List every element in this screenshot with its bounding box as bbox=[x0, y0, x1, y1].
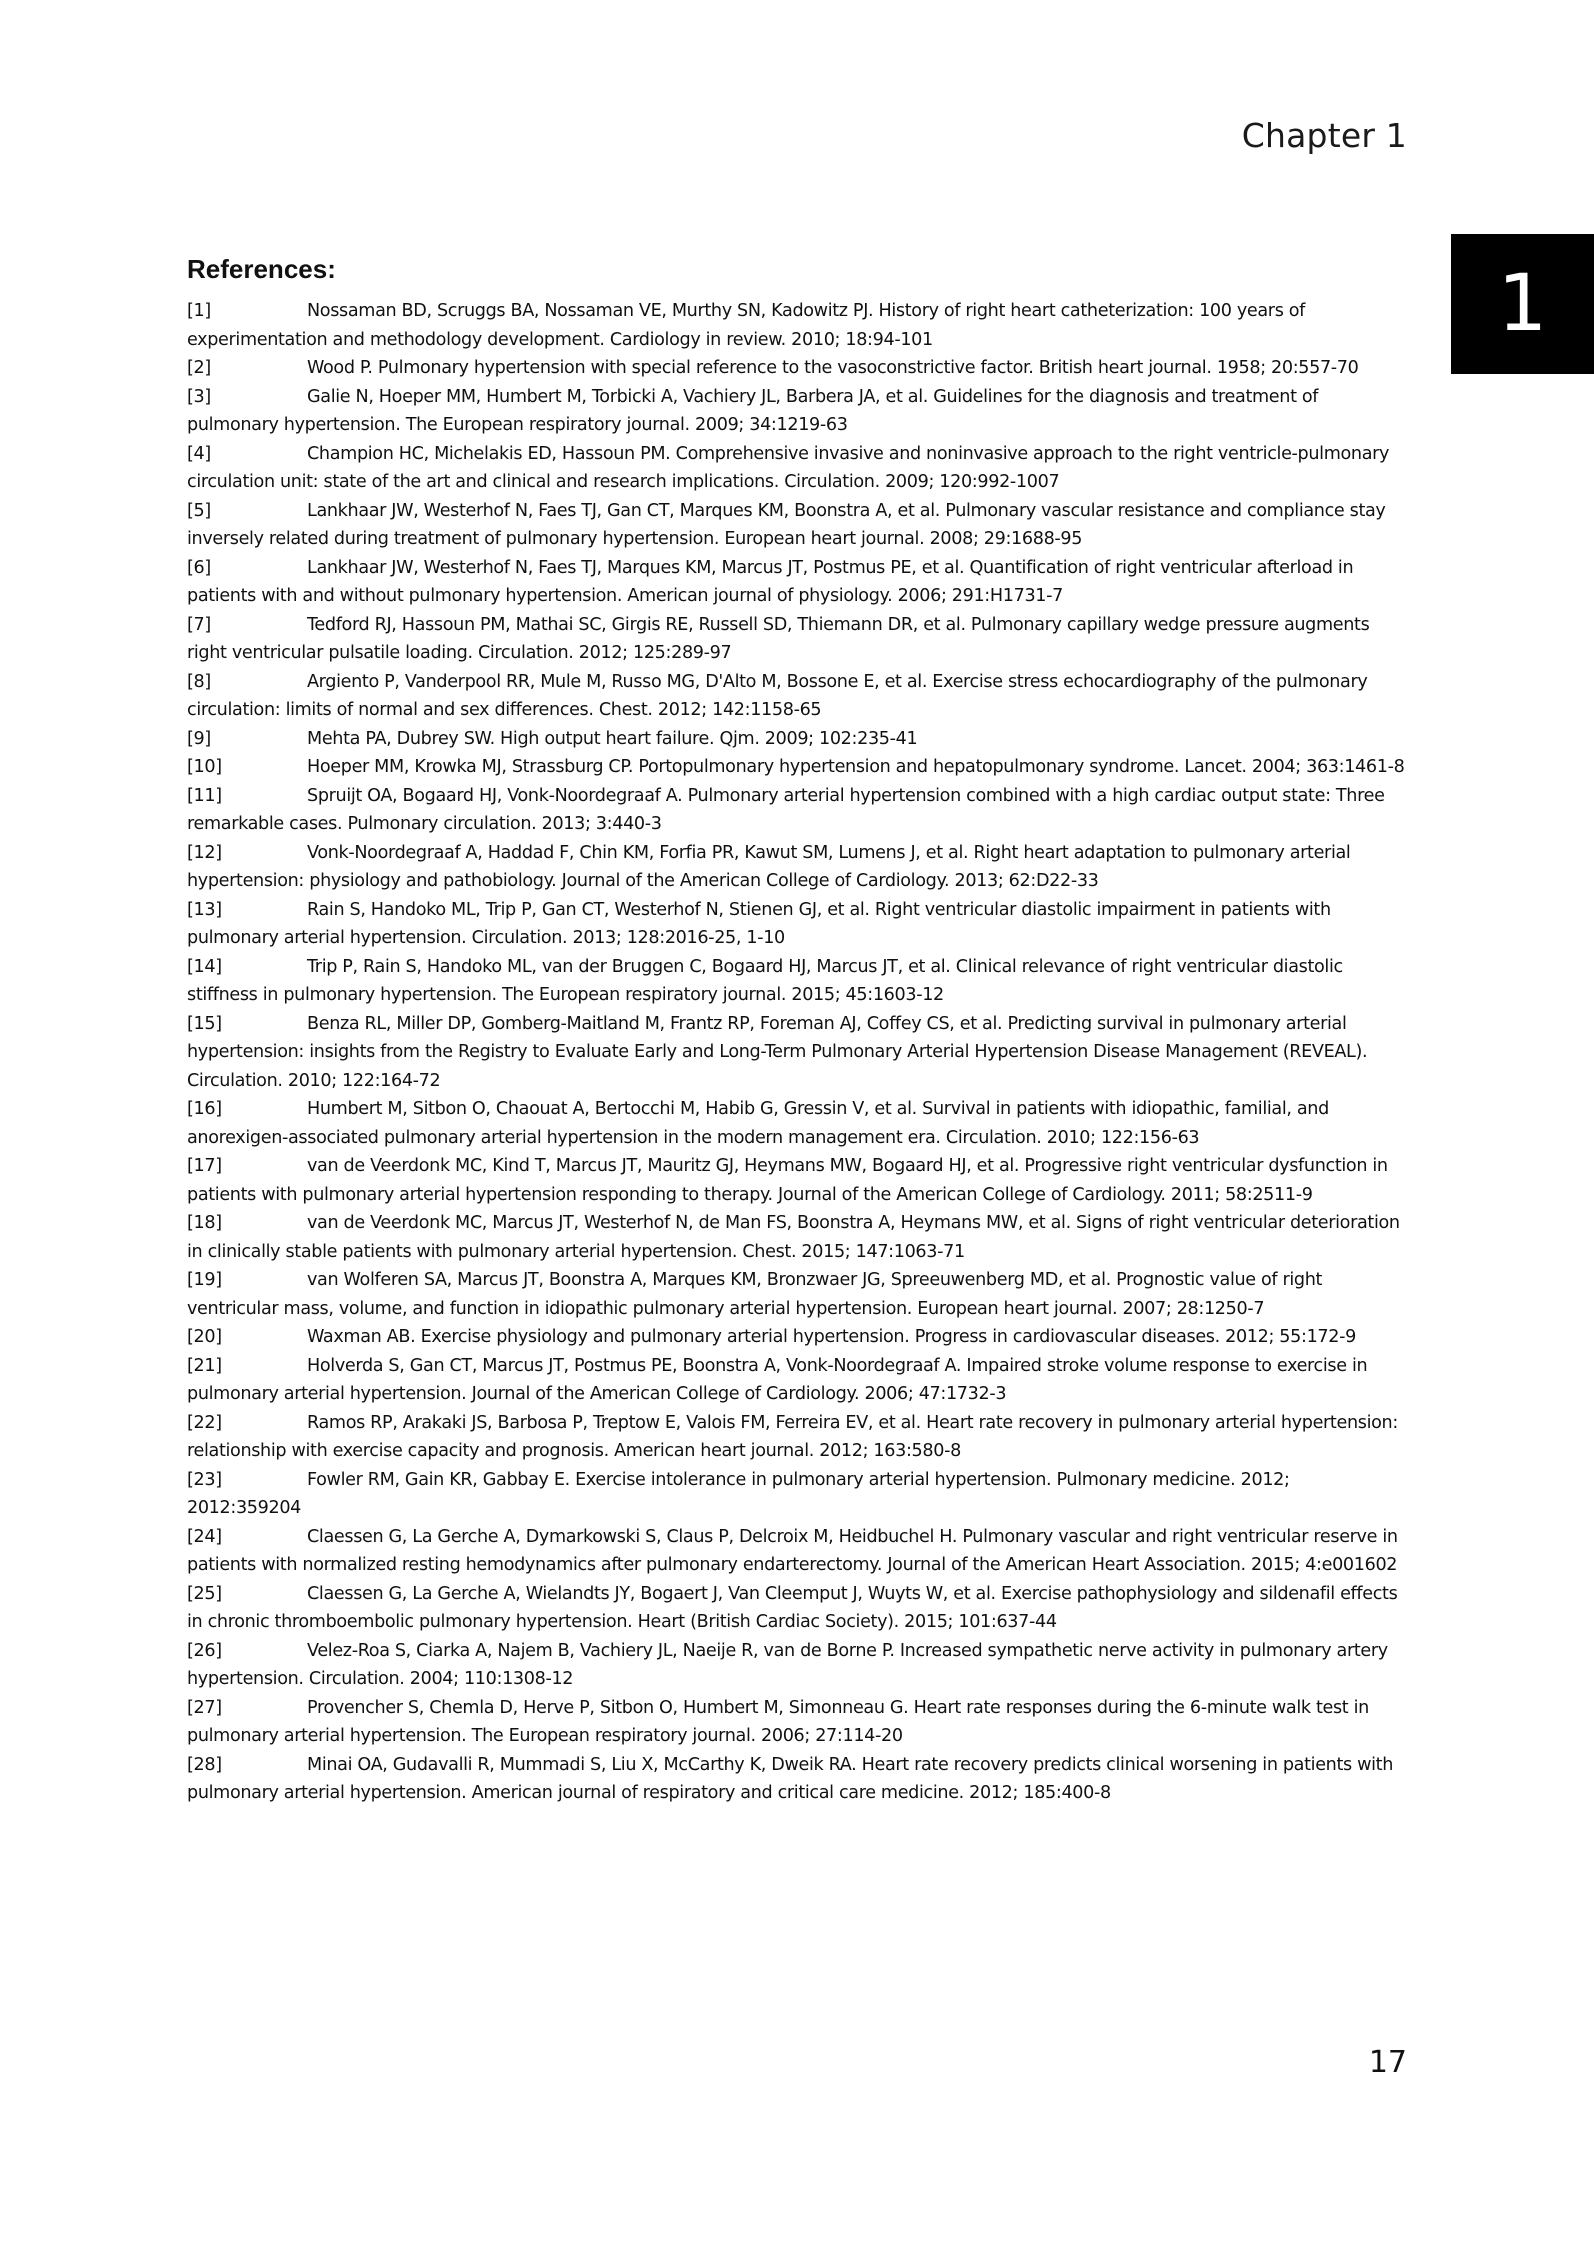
references-heading: References: bbox=[187, 254, 336, 284]
reference-item bbox=[187, 668, 1405, 725]
reference-number: [28] bbox=[187, 1754, 222, 1775]
reference-text: van de Veerdonk MC, Kind T, Marcus JT, Mauritz GJ, Heymans MW, Bogaard HJ, et al. Progressive right ventricular dysfunction in patients with pulmonary arterial hypertension responding to therapy. Journal of the American College of Cardiology. 2011; 58:2511-9 bbox=[187, 1156, 1388, 1205]
reference-number: [17] bbox=[187, 1156, 222, 1176]
reference-text: Lankhaar JW, Westerhof N, Faes TJ, Gan CT, Marques KM, Boonstra A, et al. Pulmonary vascular resistance and compliance stay inversely related during treatment of pulmonary hypertension. European heart journal. 2008; 29:1688-95 bbox=[187, 500, 1386, 549]
reference-number: [9] bbox=[187, 728, 211, 749]
reference-item bbox=[187, 1095, 1405, 1152]
reference-item bbox=[187, 1466, 1405, 1523]
reference-text: Minai OA, Gudavalli R, Mummadi S, Liu X, McCarthy K, Dweik RA. Heart rate recovery predicts clinical worsening in patients with pulmonary arterial hypertension. American journal of respiratory and critical care medicine. 2012; 185:400-8 bbox=[187, 1754, 1394, 1803]
reference-number: [4] bbox=[187, 443, 211, 464]
reference-item bbox=[187, 497, 1405, 554]
reference-text: Humbert M, Sitbon O, Chaouat A, Bertocchi M, Habib G, Gressin V, et al. Survival in patients with idiopathic, familial, and anorexigen-associated pulmonary arterial hypertension in the modern management era. Circulation. 2010; 122:156-63 bbox=[187, 1099, 1329, 1148]
reference-item bbox=[187, 725, 1405, 754]
reference-text: Claessen G, La Gerche A, Wielandts JY, Bogaert J, Van Cleemput J, Wuyts W, et al. Exercise pathophysiology and sildenafil effects in chronic thromboembolic pulmonary hypertension. Heart (British Cardiac Society). 2015; 101:637-44 bbox=[187, 1583, 1398, 1632]
reference-text: van Wolferen SA, Marcus JT, Boonstra A, Marques KM, Bronzwaer JG, Spreeuwenberg MD, et al. Prognostic value of right ventricular mass, volume, and function in idiopathic pulmonary arterial hypertension. European heart journal. 2007; 28:1250-7 bbox=[187, 1270, 1323, 1319]
reference-number: [1] bbox=[187, 301, 211, 321]
reference-number: [12] bbox=[187, 842, 222, 863]
reference-number: [19] bbox=[187, 1270, 222, 1290]
reference-item bbox=[187, 1751, 1405, 1808]
reference-number: [7] bbox=[187, 614, 211, 635]
reference-text: Lankhaar JW, Westerhof N, Faes TJ, Marques KM, Marcus JT, Postmus PE, et al. Quantification of right ventricular afterload in patients with and without pulmonary hypertension. American journal of physiology. 2006; 291:H1731-7 bbox=[187, 557, 1354, 606]
reference-number: [15] bbox=[187, 1013, 222, 1034]
references-section bbox=[187, 254, 1405, 1808]
reference-item bbox=[187, 297, 1405, 354]
reference-text: van de Veerdonk MC, Marcus JT, Westerhof N, de Man FS, Boonstra A, Heymans MW, et al. Signs of right ventricular deterioration in clinically stable patients with pulmonary arterial hypertension. Chest. 2015; 147:1063-71 bbox=[187, 1213, 1400, 1262]
reference-item bbox=[187, 1580, 1405, 1637]
reference-item bbox=[187, 1694, 1405, 1751]
reference-number: [26] bbox=[187, 1640, 222, 1661]
reference-item bbox=[187, 1409, 1405, 1466]
reference-text: Trip P, Rain S, Handoko ML, van der Bruggen C, Bogaard HJ, Marcus JT, et al. Clinical relevance of right ventricular diastolic stiffness in pulmonary hypertension. The European respiratory journal. 2015; 45:1603-12 bbox=[187, 956, 1343, 1005]
reference-text: Provencher S, Chemla D, Herve P, Sitbon O, Humbert M, Simonneau G. Heart rate responses during the 6-minute walk test in pulmonary arterial hypertension. The European respiratory journal. 2006; 27:114-20 bbox=[187, 1697, 1369, 1746]
reference-number: [24] bbox=[187, 1526, 222, 1547]
reference-text: Tedford RJ, Hassoun PM, Mathai SC, Girgis RE, Russell SD, Thiemann DR, et al. Pulmonary capillary wedge pressure augments right ventricular pulsatile loading. Circulation. 2012; 125:289-97 bbox=[187, 614, 1370, 663]
reference-item bbox=[187, 1209, 1405, 1266]
reference-number: [27] bbox=[187, 1697, 222, 1718]
reference-number: [20] bbox=[187, 1327, 222, 1347]
reference-number: [25] bbox=[187, 1583, 222, 1604]
reference-number: [6] bbox=[187, 557, 211, 578]
reference-text: Hoeper MM, Krowka MJ, Strassburg CP. Portopulmonary hypertension and hepatopulmonary syndrome. Lancet. 2004; 363:1461-8 bbox=[307, 757, 1405, 777]
reference-text: Claessen G, La Gerche A, Dymarkowski S, Claus P, Delcroix M, Heidbuchel H. Pulmonary vascular and right ventricular reserve in patients with normalized resting hemodynamics after pulmonary endarterectomy. Journal of the American Heart Association. 2015; 4:e001602 bbox=[187, 1526, 1398, 1575]
reference-number: [11] bbox=[187, 785, 222, 806]
reference-item bbox=[187, 782, 1405, 839]
reference-number: [16] bbox=[187, 1099, 222, 1119]
reference-number: [22] bbox=[187, 1412, 222, 1433]
reference-number: [18] bbox=[187, 1213, 222, 1233]
reference-item bbox=[187, 1323, 1405, 1352]
reference-text: Fowler RM, Gain KR, Gabbay E. Exercise intolerance in pulmonary arterial hypertension. Pulmonary medicine. 2012; 2012:359204 bbox=[187, 1469, 1290, 1518]
reference-text: Mehta PA, Dubrey SW. High output heart failure. Qjm. 2009; 102:235-41 bbox=[307, 728, 918, 749]
reference-text: Nossaman BD, Scruggs BA, Nossaman VE, Murthy SN, Kadowitz PJ. History of right heart catheterization: 100 years of experimentation and methodology development. Cardiology in review. 2010; 18:94-101 bbox=[187, 301, 1306, 350]
reference-item bbox=[187, 1523, 1405, 1580]
reference-text: Champion HC, Michelakis ED, Hassoun PM. Comprehensive invasive and noninvasive approach to the right ventricle-pulmonary circulation unit: state of the art and clinical and research implications. Circulation. 2009; 120:992-1007 bbox=[187, 443, 1390, 492]
reference-item bbox=[187, 354, 1405, 383]
reference-item bbox=[187, 383, 1405, 440]
reference-item bbox=[187, 1266, 1405, 1323]
reference-item bbox=[187, 554, 1405, 611]
reference-text: Velez-Roa S, Ciarka A, Najem B, Vachiery JL, Naeije R, van de Borne P. Increased sympathetic nerve activity in pulmonary artery hypertension. Circulation. 2004; 110:1308-12 bbox=[187, 1640, 1388, 1689]
reference-text: Vonk-Noordegraaf A, Haddad F, Chin KM, Forfia PR, Kawut SM, Lumens J, et al. Right heart adaptation to pulmonary arterial hypertension: physiology and pathobiology. Journal of the American College of Cardiology. 2013; 62:D22-33 bbox=[187, 842, 1351, 891]
reference-item bbox=[187, 953, 1405, 1010]
reference-number: [2] bbox=[187, 358, 211, 378]
reference-text: Ramos RP, Arakaki JS, Barbosa P, Treptow E, Valois FM, Ferreira EV, et al. Heart rate recovery in pulmonary arterial hypertension: relationship with exercise capacity and prognosis. American heart journal. 2012; 163:580-8 bbox=[187, 1412, 1398, 1461]
reference-item bbox=[187, 440, 1405, 497]
reference-item bbox=[187, 839, 1405, 896]
reference-text: Benza RL, Miller DP, Gomberg-Maitland M, Frantz RP, Foreman AJ, Coffey CS, et al. Predicting survival in pulmonary arterial hypertension: insights from the Registry to Evaluate Early and Long-Term Pulmonary Arterial Hypertension Disease Management (REVEAL). Circulation. 2010; 122:164-72 bbox=[187, 1013, 1368, 1091]
reference-number: [14] bbox=[187, 956, 222, 977]
reference-list bbox=[187, 297, 1405, 1808]
reference-number: [13] bbox=[187, 899, 222, 920]
reference-number: [5] bbox=[187, 500, 211, 521]
reference-number: [3] bbox=[187, 386, 211, 407]
reference-text: Galie N, Hoeper MM, Humbert M, Torbicki A, Vachiery JL, Barbera JA, et al. Guidelines for the diagnosis and treatment of pulmonary hypertension. The European respiratory journal. 2009; 34:1219-63 bbox=[187, 386, 1319, 435]
reference-item bbox=[187, 1010, 1405, 1096]
reference-item bbox=[187, 1637, 1405, 1694]
reference-number: [21] bbox=[187, 1355, 222, 1376]
reference-text: Spruijt OA, Bogaard HJ, Vonk-Noordegraaf A. Pulmonary arterial hypertension combined with a high cardiac output state: Three remarkable cases. Pulmonary circulation. 2013; 3:440-3 bbox=[187, 785, 1385, 834]
reference-item bbox=[187, 611, 1405, 668]
reference-item bbox=[187, 896, 1405, 953]
reference-item bbox=[187, 1352, 1405, 1409]
page-number: 17 bbox=[1368, 2045, 1407, 2080]
reference-number: [10] bbox=[187, 757, 222, 777]
reference-text: Wood P. Pulmonary hypertension with special reference to the vasoconstrictive factor. British heart journal. 1958; 20:557-70 bbox=[307, 358, 1359, 378]
reference-item bbox=[187, 1152, 1405, 1209]
chapter-tab bbox=[1451, 234, 1594, 374]
reference-item bbox=[187, 753, 1405, 782]
reference-text: Waxman AB. Exercise physiology and pulmonary arterial hypertension. Progress in cardiovascular diseases. 2012; 55:172-9 bbox=[307, 1327, 1356, 1347]
reference-text: Holverda S, Gan CT, Marcus JT, Postmus PE, Boonstra A, Vonk-Noordegraaf A. Impaired stroke volume response to exercise in pulmonary arterial hypertension. Journal of the American College of Cardiology. 2006; 47:1732-3 bbox=[187, 1355, 1368, 1404]
reference-number: [8] bbox=[187, 671, 211, 692]
chapter-tab-number: 1 bbox=[1497, 259, 1548, 349]
reference-number: [23] bbox=[187, 1469, 222, 1490]
chapter-title: Chapter 1 bbox=[1241, 116, 1407, 155]
reference-text: Argiento P, Vanderpool RR, Mule M, Russo MG, D'Alto M, Bossone E, et al. Exercise stress echocardiography of the pulmonary circulation: limits of normal and sex differences. Chest. 2012; 142:1158-65 bbox=[187, 671, 1368, 720]
reference-text: Rain S, Handoko ML, Trip P, Gan CT, Westerhof N, Stienen GJ, et al. Right ventricular diastolic impairment in patients with pulmonary arterial hypertension. Circulation. 2013; 128:2016-25, 1-10 bbox=[187, 899, 1331, 948]
